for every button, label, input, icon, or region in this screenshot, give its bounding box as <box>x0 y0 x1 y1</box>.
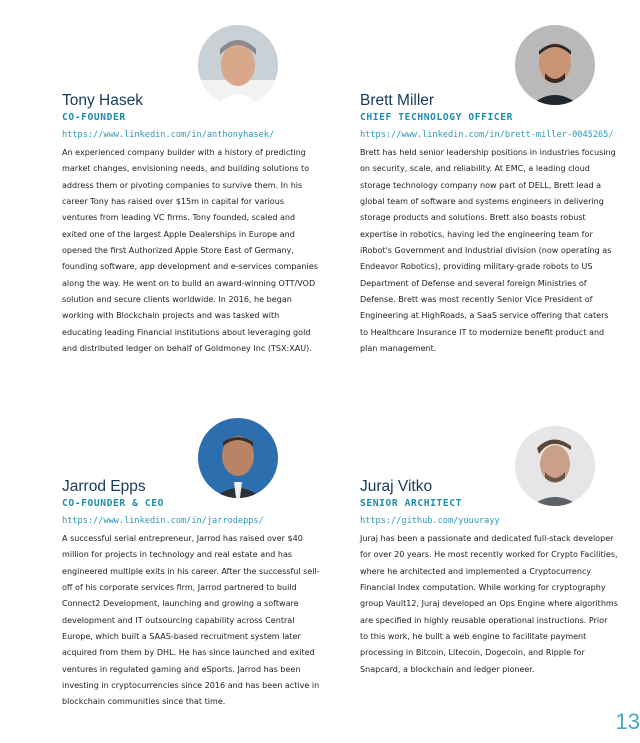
avatar-juraj-vitko <box>515 426 595 506</box>
person-name: Jarrod Epps <box>62 478 146 495</box>
avatar-tony-hasek <box>198 25 278 105</box>
profile-link[interactable]: https://www.linkedin.com/in/brett-miller-0045265/ <box>360 130 614 140</box>
avatar-brett-miller <box>515 25 595 105</box>
person-role: CHIEF TECHNOLOGY OFFICER <box>360 112 514 123</box>
person-name: Tony Hasek <box>62 92 143 109</box>
person-role: SENIOR ARCHITECT <box>360 498 463 509</box>
profile-link[interactable]: https://www.linkedin.com/in/anthonyhasek/ <box>62 130 275 140</box>
person-role: CO-FOUNDER <box>62 112 126 123</box>
person-bio: Brett has held senior leadership positions in industries focusing on security, scale, and reliability. At EMC, a leading cloud storage technology company now part of DELL, Brett lead a global team of software and systems engineers in delivering storage products and solutions. Brett also boasts robust expertise in robotics, having led the engineering team for iRobot's Government and Industrial division (now operating as Endeavor Robotics), providing military-grade robots to US Department of Defense and several foreign Ministries of Defense. Brett was most recently Senior Vice President of Engineering at HighRoads, a SaaS service offering that caters to Healthcare Insurance IT to modernize benefit product and plan management. <box>360 148 616 354</box>
person-bio: An experienced company builder with a history of predicting market changes, envisioning needs, and building solutions to address them or pivoting companies to survive them. In his career Tony has raised over $15m in capital for various ventures from leading VC firms. Tony founded, scaled and exited one of the largest Apple Dealerships in Europe and opened the first Authorized Apple Store East of Germany, founding software, app development and e-services companies along the way. He went on to build an award-winning OTT/VOD solution and secure clients worldwide. In 2016, he began working with Blockchain projects and was tasked with educating leading Financial institutions about leveraging gold and distributed ledger on behalf of Goldmoney Inc (TSX:XAU). <box>62 148 318 354</box>
profile-link[interactable]: https://www.linkedin.com/in/jarrodepps/ <box>62 516 264 526</box>
profile-link[interactable]: https://github.com/youurayy <box>360 516 500 526</box>
person-role: CO-FOUNDER & CEO <box>62 498 165 509</box>
person-name: Brett Miller <box>360 92 435 109</box>
person-name: Juraj Vitko <box>360 478 433 495</box>
avatar-jarrod-epps <box>198 418 278 498</box>
person-bio: A successful serial entrepreneur, Jarrod has raised over $40 million for projects in technology and real estate and has engineered multiple exits in his career. After the successful sell-off of his corporate services firm, Jarrod partnered to build Connect2 Development, launching and growing a software development and IT outsourcing capability across Central Europe, which built a SAAS-based recruitment system later acquired from them by DHL. He has since launched and exited ventures in regulated gaming and eSports. Jarrod has been investing in cryptocurrencies since 2016 and has been active in blockchain communities since that time. <box>62 534 320 707</box>
page-number: 13 <box>615 709 640 734</box>
person-bio: Juraj has been a passionate and dedicated full-stack developer for over 20 years. He most recently worked for Crypto Facilities, where he architected and implemented a Cryptocurrency Financial Index computation. While working for cryptography group Vault12, Juraj developed an Ops Engine where algorithms are specified in highly reusable operational instructions. Prior to this work, he built a web engine to facilitate payment processing in Bitcoin, Litecoin, Dogecoin, and Ripple for Snapcard, a blockchain and ledger pioneer. <box>360 534 618 674</box>
